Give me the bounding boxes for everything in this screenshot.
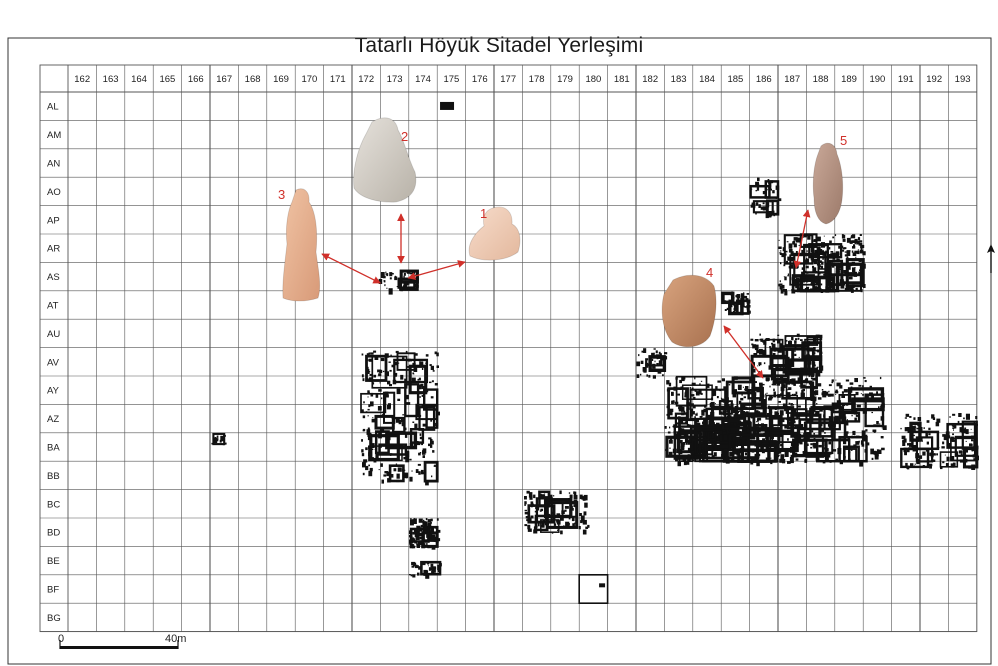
wall-cluster-bc xyxy=(524,491,590,535)
row-label: BG xyxy=(47,612,61,624)
wall-patch-at xyxy=(722,291,751,315)
scale-end-label: 40m xyxy=(165,633,187,645)
column-label: 163 xyxy=(102,74,119,85)
column-label: 180 xyxy=(585,74,602,85)
row-label: AV xyxy=(47,357,59,369)
row-label: BE xyxy=(47,556,60,568)
column-label: 184 xyxy=(699,74,715,85)
row-label: BB xyxy=(47,470,60,482)
row-label: AO xyxy=(47,186,61,198)
column-label: 185 xyxy=(727,74,744,85)
column-label: 189 xyxy=(841,74,857,85)
scale-bar xyxy=(58,633,186,649)
column-label: 177 xyxy=(500,74,517,85)
column-label: 179 xyxy=(557,74,573,85)
scale-start-label: 0 xyxy=(58,633,65,645)
column-label: 164 xyxy=(131,74,147,85)
north-arrow-icon xyxy=(986,244,996,274)
row-label: AR xyxy=(47,243,61,255)
figurine-photo-1 xyxy=(469,206,520,260)
column-label: 182 xyxy=(642,74,659,85)
figurine-photos xyxy=(278,118,847,347)
row-label: AU xyxy=(47,328,61,340)
column-label: 188 xyxy=(812,74,829,85)
findspot-arrows xyxy=(322,210,808,378)
figurine-number: 5 xyxy=(840,133,848,148)
row-label: BC xyxy=(47,499,61,511)
column-label: 162 xyxy=(74,74,91,85)
wall-cluster-west xyxy=(361,351,441,486)
wall-patch-bd xyxy=(409,518,441,550)
figurine-number: 2 xyxy=(401,129,409,144)
row-label: AY xyxy=(47,385,59,397)
figurine-photo-5 xyxy=(813,133,847,224)
column-label: 191 xyxy=(897,74,914,85)
column-label: 173 xyxy=(386,74,403,85)
figurine-number: 1 xyxy=(480,206,488,221)
column-label: 190 xyxy=(869,74,886,85)
row-label: BD xyxy=(47,527,61,539)
row-label: AP xyxy=(47,215,60,227)
row-labels xyxy=(47,102,61,624)
row-label: AS xyxy=(47,272,60,284)
row-label: AN xyxy=(47,158,61,170)
figurine-number: 4 xyxy=(706,265,714,280)
row-label: BA xyxy=(47,442,60,454)
column-label: 169 xyxy=(273,74,289,85)
column-label: 175 xyxy=(443,74,460,85)
row-label: BF xyxy=(47,584,60,596)
wall-outline-bf xyxy=(579,575,607,603)
wall-cluster-northeast xyxy=(778,234,866,295)
column-label: 193 xyxy=(954,74,971,85)
figurine-photo-3 xyxy=(278,187,320,301)
column-label: 174 xyxy=(415,74,431,85)
map-frame xyxy=(8,38,991,664)
wall-block-al xyxy=(440,102,454,110)
figurine-photo-4 xyxy=(662,265,716,347)
column-label: 183 xyxy=(670,74,687,85)
column-label: 186 xyxy=(755,74,772,85)
column-label: 187 xyxy=(784,74,801,85)
column-label: 192 xyxy=(926,74,943,85)
column-label: 165 xyxy=(159,74,176,85)
map-title: Tatarlı Höyük Sitadel Yerleşimi xyxy=(354,34,644,57)
column-label: 168 xyxy=(244,74,261,85)
figurine-number: 3 xyxy=(278,187,286,202)
column-label: 176 xyxy=(471,74,488,85)
wall-patch-av xyxy=(636,348,667,379)
column-label: 178 xyxy=(528,74,545,85)
arrow-figurine-3 xyxy=(322,254,380,283)
column-label: 167 xyxy=(216,74,233,85)
row-label: AM xyxy=(47,130,62,142)
row-label: AL xyxy=(47,101,59,113)
row-label: AZ xyxy=(47,414,60,426)
column-label: 172 xyxy=(358,74,375,85)
wall-patch-ao xyxy=(751,178,782,218)
column-label: 181 xyxy=(613,74,630,85)
column-label: 166 xyxy=(187,74,204,85)
column-label: 171 xyxy=(329,74,346,85)
row-label: AT xyxy=(47,300,59,312)
column-label: 170 xyxy=(301,74,318,85)
figurine-photo-2 xyxy=(354,118,416,202)
wall-patch-ba xyxy=(211,434,226,445)
